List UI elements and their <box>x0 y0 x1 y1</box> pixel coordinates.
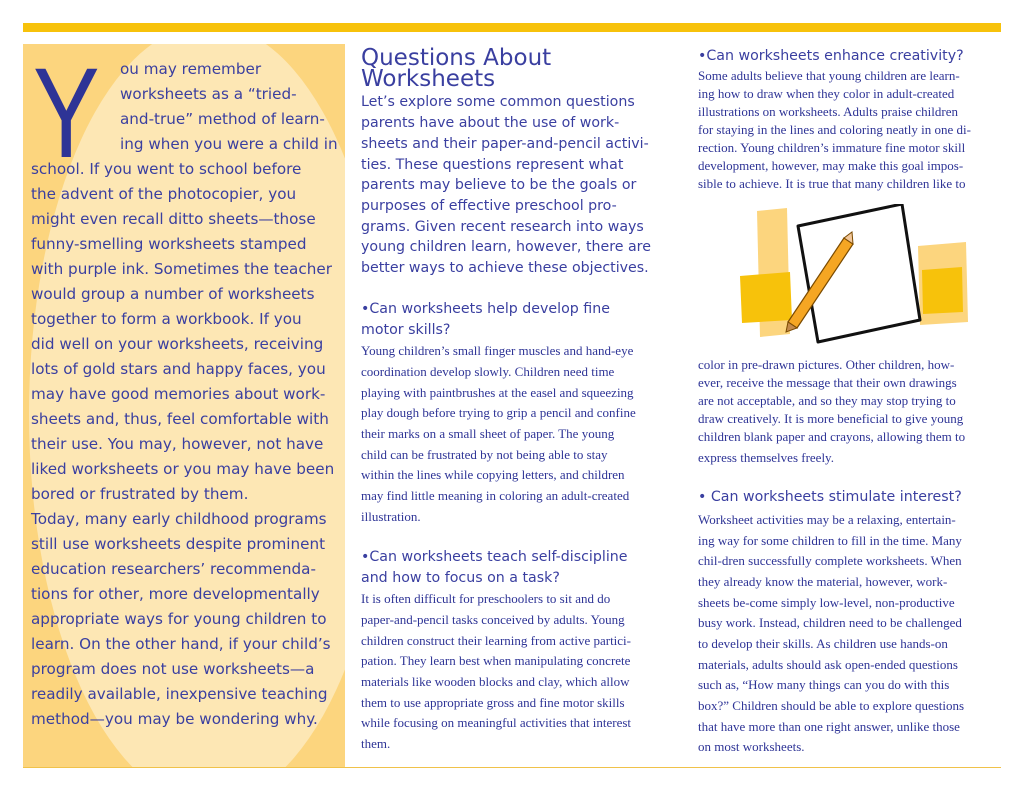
answer-line: child can be frustrated by not being able to stay <box>361 447 608 462</box>
answer-line: on most worksheets. <box>698 739 805 754</box>
answer-line: them to use appropriate gross and fine motor skills <box>361 695 625 710</box>
answer-line: box?” Children should be able to explore questions <box>698 698 965 713</box>
answer-line: such as, “How many things can you do with this <box>698 677 950 692</box>
intro-line: would group a number of worksheets <box>31 285 315 303</box>
drop-cap: Y <box>33 44 100 185</box>
answer-line: chil-dren successfully complete worksheets. When <box>698 553 962 568</box>
answer-line: Some adults believe that young children are learn- <box>698 68 960 83</box>
intro-line: program does not use worksheets—a <box>31 660 315 678</box>
intro-paragraph-line: grams. Given recent research into ways <box>361 219 644 235</box>
answer-line: their marks on a small sheet of paper. The young <box>361 426 615 441</box>
intro-line: method—you may be wondering why. <box>31 710 318 728</box>
intro-panel <box>23 44 345 767</box>
intro-paragraph-line: better ways to achieve these objectives. <box>361 260 649 276</box>
question-heading: •Can worksheets enhance creativity? <box>698 48 964 64</box>
page-title: Questions About <box>361 45 552 71</box>
answer-line: within the lines while copying letters, and children <box>361 467 625 482</box>
answer-line: ever, receive the message that their own drawings <box>698 375 957 390</box>
intro-line: ou may remember <box>120 60 262 78</box>
answer-line: pation. They learn best when manipulating concrete <box>361 653 631 668</box>
answer-line: play dough before trying to grip a pencil and confine <box>361 405 636 420</box>
answer-line: ing way for some children to fill in the time. Many <box>698 533 962 548</box>
question-heading: • Can worksheets stimulate interest? <box>698 489 962 505</box>
answer-line: color in pre-drawn pictures. Other children, how- <box>698 357 955 372</box>
intro-line: appropriate ways for young children to <box>31 610 327 628</box>
intro-line: Today, many early childhood programs <box>31 510 327 528</box>
answer-line: illustration. <box>361 509 421 524</box>
intro-paragraph-line: sheets and their paper-and-pencil activi- <box>361 136 649 152</box>
intro-paragraph-line: ties. These questions represent what <box>361 157 624 173</box>
intro-line: school. If you went to school before <box>31 160 302 178</box>
answer-line: Young children’s small finger muscles and hand-eye <box>361 343 634 358</box>
answer-line: sheets be-come simply low-level, non-productive <box>698 595 955 610</box>
question-heading: •Can worksheets teach self-discipline <box>361 549 628 565</box>
intro-line: the advent of the photocopier, you <box>31 185 297 203</box>
answer-line: paper-and-pencil tasks conceived by adults. Young <box>361 612 625 627</box>
answer-line: them. <box>361 736 391 751</box>
intro-text <box>23 44 345 767</box>
answer-line: materials, adults should ask open-ended questions <box>698 657 958 672</box>
answer-line: express themselves freely. <box>698 450 834 465</box>
intro-paragraph-line: Let’s explore some common questions <box>361 94 635 110</box>
intro-line: liked worksheets or you may have been <box>31 460 335 478</box>
page-title: Worksheets <box>361 66 496 92</box>
answer-line: sible to achieve. It is true that many children like to <box>698 176 966 191</box>
answer-line: ing how to draw when they color in adult-created <box>698 86 955 101</box>
intro-line: learn. On the other hand, if your child’s <box>31 635 331 653</box>
intro-line: tions for other, more developmentally <box>31 585 320 603</box>
answer-line: It is often difficult for preschoolers to sit and do <box>361 591 611 606</box>
intro-line: together to form a workbook. If you <box>31 310 302 328</box>
answer-line: development, however, may make this goal impos- <box>698 158 964 173</box>
intro-paragraph-line: parents have about the use of work- <box>361 115 620 131</box>
question-heading: and how to focus on a task? <box>361 570 560 586</box>
intro-line: education researchers’ recommenda- <box>31 560 316 578</box>
intro-line: might even recall ditto sheets—those <box>31 210 316 228</box>
intro-paragraph-line: purposes of effective preschool pro- <box>361 198 617 214</box>
bottom-rule <box>23 767 1001 768</box>
answer-line: while focusing on meaningful activities that interest <box>361 715 632 730</box>
intro-paragraph-line: young children learn, however, there are <box>361 239 651 255</box>
answer-line: may find little meaning in coloring an adult-created <box>361 488 630 503</box>
answer-line: materials like wooden blocks and clay, which allow <box>361 674 630 689</box>
answer-line: rection. Young children’s immature fine motor skill <box>698 140 966 155</box>
intro-line: may have good memories about work- <box>31 385 326 403</box>
intro-line: funny-smelling worksheets stamped <box>31 235 307 253</box>
intro-line: lots of gold stars and happy faces, you <box>31 360 326 378</box>
intro-line: ing when you were a child in <box>120 135 338 153</box>
intro-line: with purple ink. Sometimes the teacher <box>31 260 332 278</box>
answer-line: busy work. Instead, children need to be challenged <box>698 615 962 630</box>
answer-line: playing with paintbrushes at the easel and squeezing <box>361 385 634 400</box>
answer-line: children construct their learning from active partici- <box>361 633 631 648</box>
intro-line: worksheets as a “tried- <box>120 85 297 103</box>
answer-line: are not acceptable, and so they may stop trying to <box>698 393 956 408</box>
answer-line: coordination develop slowly. Children need time <box>361 364 615 379</box>
intro-line: sheets and, thus, feel comfortable with <box>31 410 329 428</box>
intro-line: readily available, inexpensive teaching <box>31 685 328 703</box>
intro-line: still use worksheets despite prominent <box>31 535 326 553</box>
intro-line: and-true” method of learn- <box>120 110 325 128</box>
question-heading: •Can worksheets help develop fine <box>361 301 610 317</box>
answer-line: to develop their skills. As children use hands-on <box>698 636 948 651</box>
answer-line: Worksheet activities may be a relaxing, entertain- <box>698 512 956 527</box>
intro-line: bored or frustrated by them. <box>31 485 249 503</box>
answer-line: draw creatively. It is more beneficial to give young <box>698 411 964 426</box>
answer-line: children blank paper and crayons, allowing them to <box>698 429 966 444</box>
answer-line: they already know the material, however, work- <box>698 574 948 589</box>
intro-line: their use. You may, however, not have <box>31 435 324 453</box>
intro-line: did well on your worksheets, receiving <box>31 335 324 353</box>
intro-paragraph-line: parents may believe to be the goals or <box>361 177 637 193</box>
question-heading: motor skills? <box>361 322 451 338</box>
answer-line: for staying in the lines and coloring neatly in one di- <box>698 122 971 137</box>
answer-line: that have more than one right answer, unlike those <box>698 719 960 734</box>
answer-line: illustrations on worksheets. Adults praise children <box>698 104 958 119</box>
paper-and-pencil-icon <box>740 204 972 354</box>
top-rule <box>23 23 1001 32</box>
